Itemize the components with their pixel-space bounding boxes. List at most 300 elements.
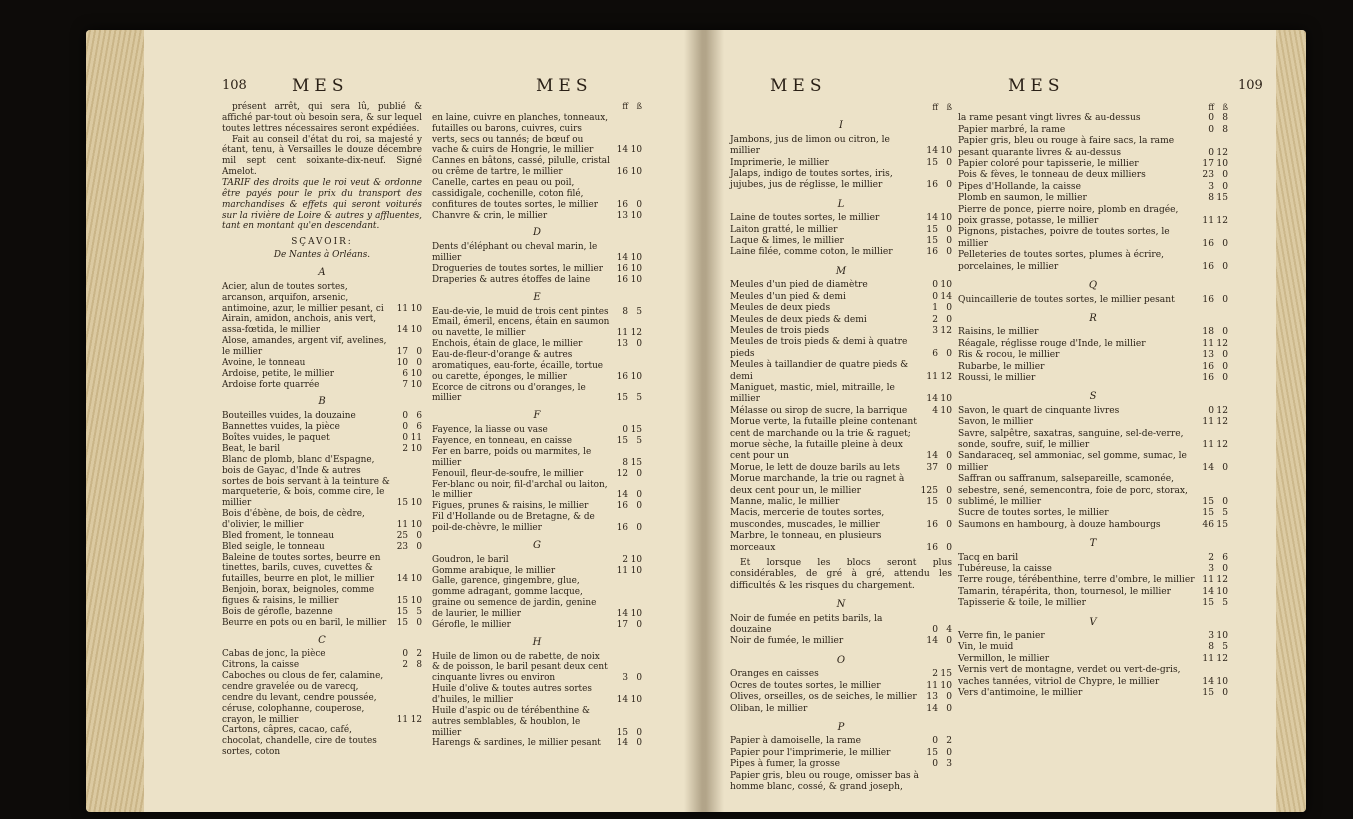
entries-top bbox=[958, 113, 1228, 273]
sols-value: 0 bbox=[636, 199, 642, 210]
sols-value: 0 bbox=[416, 530, 422, 541]
tariff-entry bbox=[958, 159, 1228, 170]
tariff-entry bbox=[730, 326, 952, 337]
livres-value: 2 bbox=[932, 314, 938, 325]
livres-value: 11 bbox=[926, 371, 938, 382]
tariff-entry bbox=[222, 509, 422, 531]
sols-value: 15 bbox=[630, 425, 642, 436]
section-letter: L bbox=[837, 198, 845, 210]
tariff-entry bbox=[432, 339, 642, 350]
page-number: 109 bbox=[1238, 78, 1263, 93]
tariff-entry bbox=[222, 314, 422, 336]
sols-value: 8 bbox=[1222, 124, 1228, 135]
entry-text: Meules de deux pieds & demi bbox=[730, 314, 867, 325]
livres-value: 0 bbox=[402, 422, 408, 433]
livres-value: 15 bbox=[1202, 598, 1214, 609]
tariff-entry bbox=[730, 303, 952, 314]
entry-text: Maniguet, mastic, miel, mitraille, le millier bbox=[730, 382, 895, 405]
sols-value: 10 bbox=[630, 253, 642, 264]
livres-value: 3 bbox=[932, 325, 938, 336]
tariff-entry bbox=[958, 170, 1228, 181]
entry-text: Dents d'éléphant ou cheval marin, le millier bbox=[432, 242, 598, 264]
entry-text: Oliban, le millier bbox=[730, 703, 808, 714]
sols-value: 8 bbox=[1222, 113, 1228, 124]
tariff-entry bbox=[222, 585, 422, 607]
tariff-entry bbox=[222, 660, 422, 671]
livres-value: 14 bbox=[926, 394, 938, 405]
entry-text: Morue verte, la futaille pleine contenant cent de marchande ou la trie & raguet; morue sèche, la futaille pleine à deux cent pour un bbox=[730, 417, 917, 462]
column-heads bbox=[730, 102, 952, 113]
sols-value: 6 bbox=[1222, 552, 1228, 563]
livres-value: 3 bbox=[1208, 181, 1214, 192]
livres-value: 14 bbox=[1202, 676, 1214, 687]
livres-value: 8 bbox=[622, 306, 628, 317]
sols-value: 5 bbox=[416, 606, 422, 617]
livres-value: 11 bbox=[1202, 417, 1214, 428]
entry-text: en laine, cuivre en planches, tonneaux, futailles ou barons, cuivres, cuirs verts, secs ou tannés; de bœuf ou vache & cuirs de Hongrie, le millier bbox=[432, 112, 609, 156]
tariff-entry bbox=[958, 125, 1228, 136]
tariff-entry bbox=[432, 652, 642, 685]
sols-value: 0 bbox=[1222, 372, 1228, 383]
tariff-entry bbox=[222, 422, 422, 433]
sols-value: 0 bbox=[946, 247, 952, 258]
section-letter: Q bbox=[1088, 280, 1098, 292]
tariff-entry bbox=[730, 169, 952, 192]
sols-value: 10 bbox=[630, 608, 642, 619]
sols-value: 5 bbox=[636, 393, 642, 404]
sols-value: 0 bbox=[946, 485, 952, 496]
livres-value: 16 bbox=[616, 167, 628, 178]
livres-value: 0 bbox=[402, 433, 408, 444]
tariff-entry bbox=[730, 474, 952, 497]
sols-value: 10 bbox=[940, 146, 952, 157]
sols-value: 10 bbox=[940, 280, 952, 291]
tariff-entry bbox=[730, 614, 952, 637]
sols-value: 0 bbox=[1222, 361, 1228, 372]
entry-text: Bois d'ébène, de bois, de cèdre, d'olivier, le millier bbox=[222, 509, 365, 530]
running-head: MES bbox=[292, 76, 349, 96]
entry-text: Saumons en hambourg, à douze hambourgs bbox=[958, 519, 1161, 530]
livres-value: 0 bbox=[932, 736, 938, 747]
tariff-entry bbox=[958, 474, 1228, 508]
tariff-entry bbox=[432, 738, 642, 749]
livres-value: 37 bbox=[926, 462, 938, 473]
entry-text: Draperies & autres étoffes de laine bbox=[432, 274, 591, 285]
tariff-entry bbox=[432, 264, 642, 275]
section-letter: D bbox=[532, 227, 542, 239]
livres-value: 16 bbox=[926, 542, 938, 553]
entry-text: Pierre de ponce, pierre noire, plomb en dragée, poix grasse, potasse, le millier bbox=[958, 204, 1179, 227]
sols-value: 0 bbox=[946, 314, 952, 325]
tariff-entry bbox=[958, 295, 1228, 306]
livres-head: ff bbox=[1208, 103, 1214, 112]
tariff-entry bbox=[222, 411, 422, 422]
entry-text: Bled seigle, le tonneau bbox=[222, 541, 325, 552]
sols-value: 10 bbox=[630, 264, 642, 275]
tariff-entry bbox=[432, 684, 642, 706]
tariff-entry bbox=[958, 406, 1228, 417]
tariff-entry bbox=[730, 315, 952, 326]
tariff-entry bbox=[730, 681, 952, 692]
entry-text: Savre, salpêtre, saxatras, sanguine, sel-de-verre, sonde, soufre, suif, le millier bbox=[958, 428, 1184, 450]
livres-value: 16 bbox=[926, 180, 938, 191]
section-letter: M bbox=[835, 265, 847, 277]
livres-value: 13 bbox=[616, 339, 628, 350]
sols-value: 0 bbox=[636, 501, 642, 512]
livres-value: 15 bbox=[926, 497, 938, 507]
tariff-entry bbox=[730, 337, 952, 360]
tariff-entry bbox=[730, 508, 952, 531]
sols-value: 0 bbox=[946, 497, 952, 507]
tariff-entry bbox=[958, 642, 1228, 653]
livres-head: ff bbox=[622, 102, 628, 111]
sols-value: 3 bbox=[946, 759, 952, 770]
entry-text: Bouteilles vuides, la douzaine bbox=[222, 411, 356, 422]
tariff-entry bbox=[958, 339, 1228, 350]
entry-text: Laiton gratté, le millier bbox=[730, 224, 838, 235]
tariff-entry bbox=[222, 542, 422, 553]
tariff-entry bbox=[222, 618, 422, 629]
sols-value: 5 bbox=[1222, 642, 1228, 653]
sols-value: 10 bbox=[410, 379, 422, 390]
livres-value: 11 bbox=[616, 328, 628, 339]
livres-value: 14 bbox=[926, 146, 938, 157]
sols-value: 0 bbox=[946, 692, 952, 703]
livres-value: 15 bbox=[396, 595, 408, 606]
entry-text: Sucre de toutes sortes, le millier bbox=[958, 508, 1109, 519]
livres-value: 16 bbox=[926, 247, 938, 258]
livres-value: 2 bbox=[402, 660, 408, 671]
section-letter: H bbox=[532, 636, 542, 648]
entry-text: Cabas de jonc, la pièce bbox=[222, 649, 326, 660]
sols-value: 0 bbox=[636, 468, 642, 479]
section-letter: B bbox=[318, 396, 326, 408]
entry-text: Acier, alun de toutes sortes, arcanson, arquifon, arsenic, antimoine, azur, le millier pesant, ci bbox=[222, 281, 384, 314]
tariff-entry bbox=[958, 654, 1228, 665]
tariff-entry bbox=[432, 436, 642, 447]
livres-value: 15 bbox=[396, 498, 408, 509]
sols-value: 15 bbox=[1216, 193, 1228, 204]
entry-text: Noir de fumée en petits barils, la douzaine bbox=[730, 613, 883, 636]
tariff-entry bbox=[730, 692, 952, 703]
livres-value: 8 bbox=[1208, 193, 1214, 204]
livres-value: 11 bbox=[616, 565, 628, 576]
livres-value: 0 bbox=[1208, 147, 1214, 158]
entry-text: Fenouil, fleur-de-soufre, le millier bbox=[432, 468, 584, 479]
left-column-2 bbox=[432, 102, 642, 749]
entry-text: Tacq en baril bbox=[958, 552, 1019, 563]
sols-value: 10 bbox=[940, 213, 952, 224]
tariff-entry bbox=[222, 455, 422, 509]
livres-value: 23 bbox=[396, 541, 408, 552]
tariff-entry bbox=[730, 236, 952, 247]
entry-text: Quincaillerie de toutes sortes, le millier pesant bbox=[958, 294, 1175, 305]
sols-value: 10 bbox=[410, 519, 422, 530]
entry-text: Oranges en caisses bbox=[730, 669, 819, 680]
tariff-entry bbox=[222, 336, 422, 358]
livres-value: 15 bbox=[926, 157, 938, 168]
livres-value: 16 bbox=[616, 264, 628, 275]
tariff-entry bbox=[730, 748, 952, 759]
tariff-entry bbox=[222, 369, 422, 380]
livres-value: 16 bbox=[616, 274, 628, 285]
sols-value: 10 bbox=[940, 405, 952, 416]
running-head-continued: MES bbox=[536, 76, 593, 96]
right-column-1 bbox=[730, 102, 952, 793]
livres-value: 3 bbox=[1208, 631, 1214, 642]
sols-head: ß bbox=[1222, 103, 1228, 112]
livres-value: 16 bbox=[1202, 261, 1214, 272]
sols-value: 15 bbox=[940, 669, 952, 680]
entry-text: Marbre, le tonneau, en plusieurs morceaux bbox=[730, 531, 882, 553]
tariff-entry bbox=[432, 156, 642, 178]
livres-value: 6 bbox=[932, 348, 938, 359]
livres-value: 11 bbox=[1202, 653, 1214, 664]
sols-value: 0 bbox=[946, 236, 952, 247]
entry-text: Jalaps, indigo de toutes sortes, iris, jujubes, jus de réglisse, le millier bbox=[730, 169, 893, 191]
livres-value: 17 bbox=[396, 347, 408, 358]
sols-value: 10 bbox=[410, 443, 422, 454]
tariff-entry bbox=[958, 182, 1228, 193]
entry-text: Huile de limon ou de rabette, de noix & de poisson, le baril pesant deux cent cinquante livres ou environ bbox=[432, 651, 608, 684]
tariff-entry bbox=[958, 327, 1228, 338]
entry-text: Papier gris, bleu ou rouge à faire sacs, la rame pesant quarante livres & au-dessus bbox=[958, 136, 1175, 158]
livres-value: 15 bbox=[616, 727, 628, 738]
livres-value: 3 bbox=[622, 673, 628, 684]
livres-value: 14 bbox=[396, 325, 408, 336]
entry-text: Fer-blanc ou noir, fil-d'archal ou laiton, le millier bbox=[432, 479, 608, 501]
livres-value: 16 bbox=[1202, 372, 1214, 383]
livres-value: 15 bbox=[1202, 508, 1214, 519]
livres-value: 15 bbox=[1202, 688, 1214, 699]
sols-value: 0 bbox=[1222, 170, 1228, 181]
tariff-entry bbox=[958, 553, 1228, 564]
tariff-entry bbox=[958, 508, 1228, 519]
right-column-2 bbox=[958, 102, 1228, 700]
sols-value: 12 bbox=[1216, 653, 1228, 664]
entry-text: Ardoise, petite, le millier bbox=[222, 368, 334, 379]
entry-text: Fayence, en tonneau, en caisse bbox=[432, 436, 572, 447]
entry-text: Eau-de-vie, le muid de trois cent pintes bbox=[432, 306, 609, 317]
sols-value: 10 bbox=[410, 325, 422, 336]
entry-text: Beat, le baril bbox=[222, 443, 281, 454]
entry-text: Roussi, le millier bbox=[958, 372, 1036, 383]
tariff-entry bbox=[730, 497, 952, 508]
tariff-entry bbox=[432, 469, 642, 480]
sols-value: 10 bbox=[630, 371, 642, 382]
intro-paragraph: présent arrêt, qui sera lû, publié & affiché par-tout où besoin sera, & sur lequel toutes lettres nécessaires seront expédiées. bbox=[222, 102, 422, 134]
livres-value: 11 bbox=[1202, 338, 1214, 349]
livres-value: 18 bbox=[1202, 327, 1214, 338]
livres-value: 16 bbox=[1202, 361, 1214, 372]
livres-value: 14 bbox=[926, 213, 938, 224]
livres-value: 15 bbox=[396, 617, 408, 628]
livres-value: 10 bbox=[396, 357, 408, 368]
tariff-entry bbox=[730, 406, 952, 417]
entry-text: Boîtes vuides, le paquet bbox=[222, 433, 330, 444]
tariff-entry bbox=[222, 607, 422, 618]
tariff-entry bbox=[432, 178, 642, 211]
tariff-entry bbox=[432, 620, 642, 631]
tariff-entry bbox=[730, 669, 952, 680]
tariff-entry bbox=[730, 417, 952, 463]
tariff-entry bbox=[432, 383, 642, 405]
entry-text: Huile d'aspic ou de térébenthine & autres semblables, & houblon, le millier bbox=[432, 705, 590, 738]
sols-value: 0 bbox=[1222, 497, 1228, 507]
livres-value: 16 bbox=[616, 371, 628, 382]
entry-text: Meules à taillandier de quatre pieds & demi bbox=[730, 360, 909, 382]
entry-text: Noir de fumée, le millier bbox=[730, 636, 844, 647]
livres-value: 14 bbox=[396, 574, 408, 585]
tariff-entry bbox=[432, 113, 642, 156]
sols-value: 12 bbox=[410, 714, 422, 725]
livres-value: 17 bbox=[1202, 159, 1214, 170]
sols-value: 0 bbox=[1222, 238, 1228, 249]
entry-text: Vin, le muid bbox=[958, 642, 1014, 653]
tariff-entry bbox=[730, 360, 952, 383]
entry-text: Tubéreuse, la caisse bbox=[958, 564, 1052, 575]
tariff-entry bbox=[958, 350, 1228, 361]
tariff-entry bbox=[958, 205, 1228, 228]
livres-value: 125 bbox=[920, 485, 938, 496]
entry-text: Manne, malic, le millier bbox=[730, 497, 840, 507]
sols-value: 12 bbox=[1216, 439, 1228, 450]
tariff-entry bbox=[958, 362, 1228, 373]
sols-value: 0 bbox=[946, 180, 952, 191]
tariff-entry bbox=[432, 350, 642, 383]
sols-value: 10 bbox=[630, 167, 642, 178]
entry-text: Benjoin, borax, beignoles, comme figues & raisins, le millier bbox=[222, 585, 375, 606]
livres-value: 0 bbox=[1208, 405, 1214, 416]
sols-value: 12 bbox=[940, 325, 952, 336]
column-heads bbox=[958, 102, 1228, 113]
tariff-entry bbox=[432, 211, 642, 222]
tariff-entry bbox=[730, 531, 952, 554]
tariff-entry bbox=[432, 275, 642, 286]
entry-text: Meules d'un pied & demi bbox=[730, 291, 846, 302]
sols-value: 14 bbox=[940, 291, 952, 302]
livres-value: 14 bbox=[616, 253, 628, 264]
livres-value: 11 bbox=[926, 680, 938, 691]
livres-value: 2 bbox=[1208, 552, 1214, 563]
tariff-entry bbox=[958, 631, 1228, 642]
tariff-entry bbox=[432, 425, 642, 436]
sols-value: 10 bbox=[410, 595, 422, 606]
entry-text: Ocres de toutes sortes, le millier bbox=[730, 680, 881, 691]
sols-value: 10 bbox=[410, 303, 422, 314]
sols-value: 0 bbox=[946, 303, 952, 314]
book-spread bbox=[86, 30, 1306, 812]
entry-text: Drogueries de toutes sortes, le millier bbox=[432, 264, 603, 275]
tariff-entry bbox=[958, 373, 1228, 384]
livres-value: 0 bbox=[932, 759, 938, 770]
livres-value: 11 bbox=[396, 519, 408, 530]
section-letter: E bbox=[533, 291, 541, 303]
section-letter: T bbox=[1089, 538, 1097, 550]
sols-value: 0 bbox=[416, 617, 422, 628]
sols-value: 15 bbox=[1216, 519, 1228, 530]
entry-text: Fil d'Hollande ou de Bretagne, & de poil-de-chèvre, le millier bbox=[432, 512, 595, 533]
livres-value: 14 bbox=[1202, 462, 1214, 473]
entry-text: Huile d'olive & toutes autres sortes d'huiles, le millier bbox=[432, 684, 592, 705]
entry-text: Laine de toutes sortes, le millier bbox=[730, 213, 880, 224]
entry-text: Rubarbe, le millier bbox=[958, 361, 1045, 372]
left-page bbox=[86, 30, 684, 812]
tariff-entry bbox=[958, 575, 1228, 586]
entry-text: Baleine de toutes sortes, beurre en tinettes, barils, cuves, cuvettes & futailles, beurre en plot, le millier bbox=[222, 552, 381, 585]
tariff-entry bbox=[432, 576, 642, 619]
livres-value: 14 bbox=[616, 608, 628, 619]
entry-text: Vermillon, le millier bbox=[958, 653, 1050, 664]
section-letter: C bbox=[318, 634, 326, 646]
entries bbox=[730, 120, 952, 554]
sols-value: 10 bbox=[630, 694, 642, 705]
livres-value: 14 bbox=[616, 490, 628, 501]
entry-text: Blanc de plomb, blanc d'Espagne, bois de Gayac, d'Inde & autres sortes de bois servant à la teinture & marqueterie, & bois, comme cire, le millier bbox=[222, 454, 390, 509]
sols-value: 2 bbox=[416, 649, 422, 660]
sols-value: 0 bbox=[1222, 462, 1228, 473]
livres-value: 8 bbox=[1208, 642, 1214, 653]
entry-text: Gomme arabique, le millier bbox=[432, 565, 556, 576]
sols-value: 15 bbox=[630, 457, 642, 468]
entry-text: Meules de trois pieds bbox=[730, 325, 830, 336]
sols-value: 0 bbox=[1222, 688, 1228, 699]
tariff-entry bbox=[730, 225, 952, 236]
tariff-entry bbox=[958, 564, 1228, 575]
tariff-entry bbox=[432, 480, 642, 502]
entry-text: Verre fin, le panier bbox=[958, 631, 1045, 642]
entry-text: Plomb en saumon, le millier bbox=[958, 193, 1087, 204]
livres-value: 6 bbox=[402, 368, 408, 379]
entry-text: Alose, amandes, argent vif, avelines, le millier bbox=[222, 336, 387, 358]
entry-text: Réagale, réglisse rouge d'Inde, le millier bbox=[958, 338, 1146, 349]
sols-value: 10 bbox=[630, 145, 642, 156]
tariff-entry bbox=[432, 242, 642, 264]
sols-head: ß bbox=[636, 102, 642, 111]
tariff-entry bbox=[432, 447, 642, 469]
tariff-entry bbox=[958, 688, 1228, 699]
entry-text: Papier marbré, la rame bbox=[958, 124, 1066, 135]
livres-value: 17 bbox=[616, 619, 628, 630]
entry-text: Ris & rocou, le millier bbox=[958, 350, 1060, 361]
sols-value: 0 bbox=[636, 490, 642, 501]
entries bbox=[730, 599, 952, 793]
tariff-entry bbox=[730, 759, 952, 770]
sols-value: 0 bbox=[946, 747, 952, 758]
sols-value: 12 bbox=[1216, 575, 1228, 586]
entry-text: Papier gris, bleu ou rouge, omisser bas à homme blanc, cossé, & grand joseph, bbox=[730, 770, 919, 792]
livres-value: 16 bbox=[616, 501, 628, 512]
tariff-entry bbox=[730, 247, 952, 258]
tariff-entry bbox=[958, 417, 1228, 428]
sols-value: 0 bbox=[1222, 261, 1228, 272]
entry-text: Eau-de-fleur-d'orange & autres aromatiques, eau-forte, écaille, tortue ou carette, éponges, le millier bbox=[432, 350, 604, 382]
entry-text: Chanvre & crin, le millier bbox=[432, 210, 548, 221]
entry-text: Mélasse ou sirop de sucre, la barrique bbox=[730, 405, 908, 416]
tariff-entry bbox=[432, 555, 642, 566]
entry-text: Figues, prunes & raisins, le millier bbox=[432, 501, 589, 512]
sols-value: 2 bbox=[946, 736, 952, 747]
sols-value: 5 bbox=[1222, 598, 1228, 609]
entry-text: Enchois, étain de glace, le millier bbox=[432, 339, 583, 350]
tariff-entry bbox=[222, 433, 422, 444]
sols-value: 12 bbox=[1216, 417, 1228, 428]
sols-value: 4 bbox=[946, 625, 952, 636]
tarif-heading: TARIF des droits que le roi veut & ordonne être payés pour le prix du transport des marchandises & effets qui seront voiturés sur la rivière de Loire & autres y affluentes, tant en montant qu'en descendant. bbox=[222, 178, 422, 232]
entry-text: Beurre en pots ou en baril, le millier bbox=[222, 617, 387, 628]
entry-text: Pelleteries de toutes sortes, plumes à écrire, porcelaines, le millier bbox=[958, 250, 1164, 272]
livres-value: 11 bbox=[396, 303, 408, 314]
